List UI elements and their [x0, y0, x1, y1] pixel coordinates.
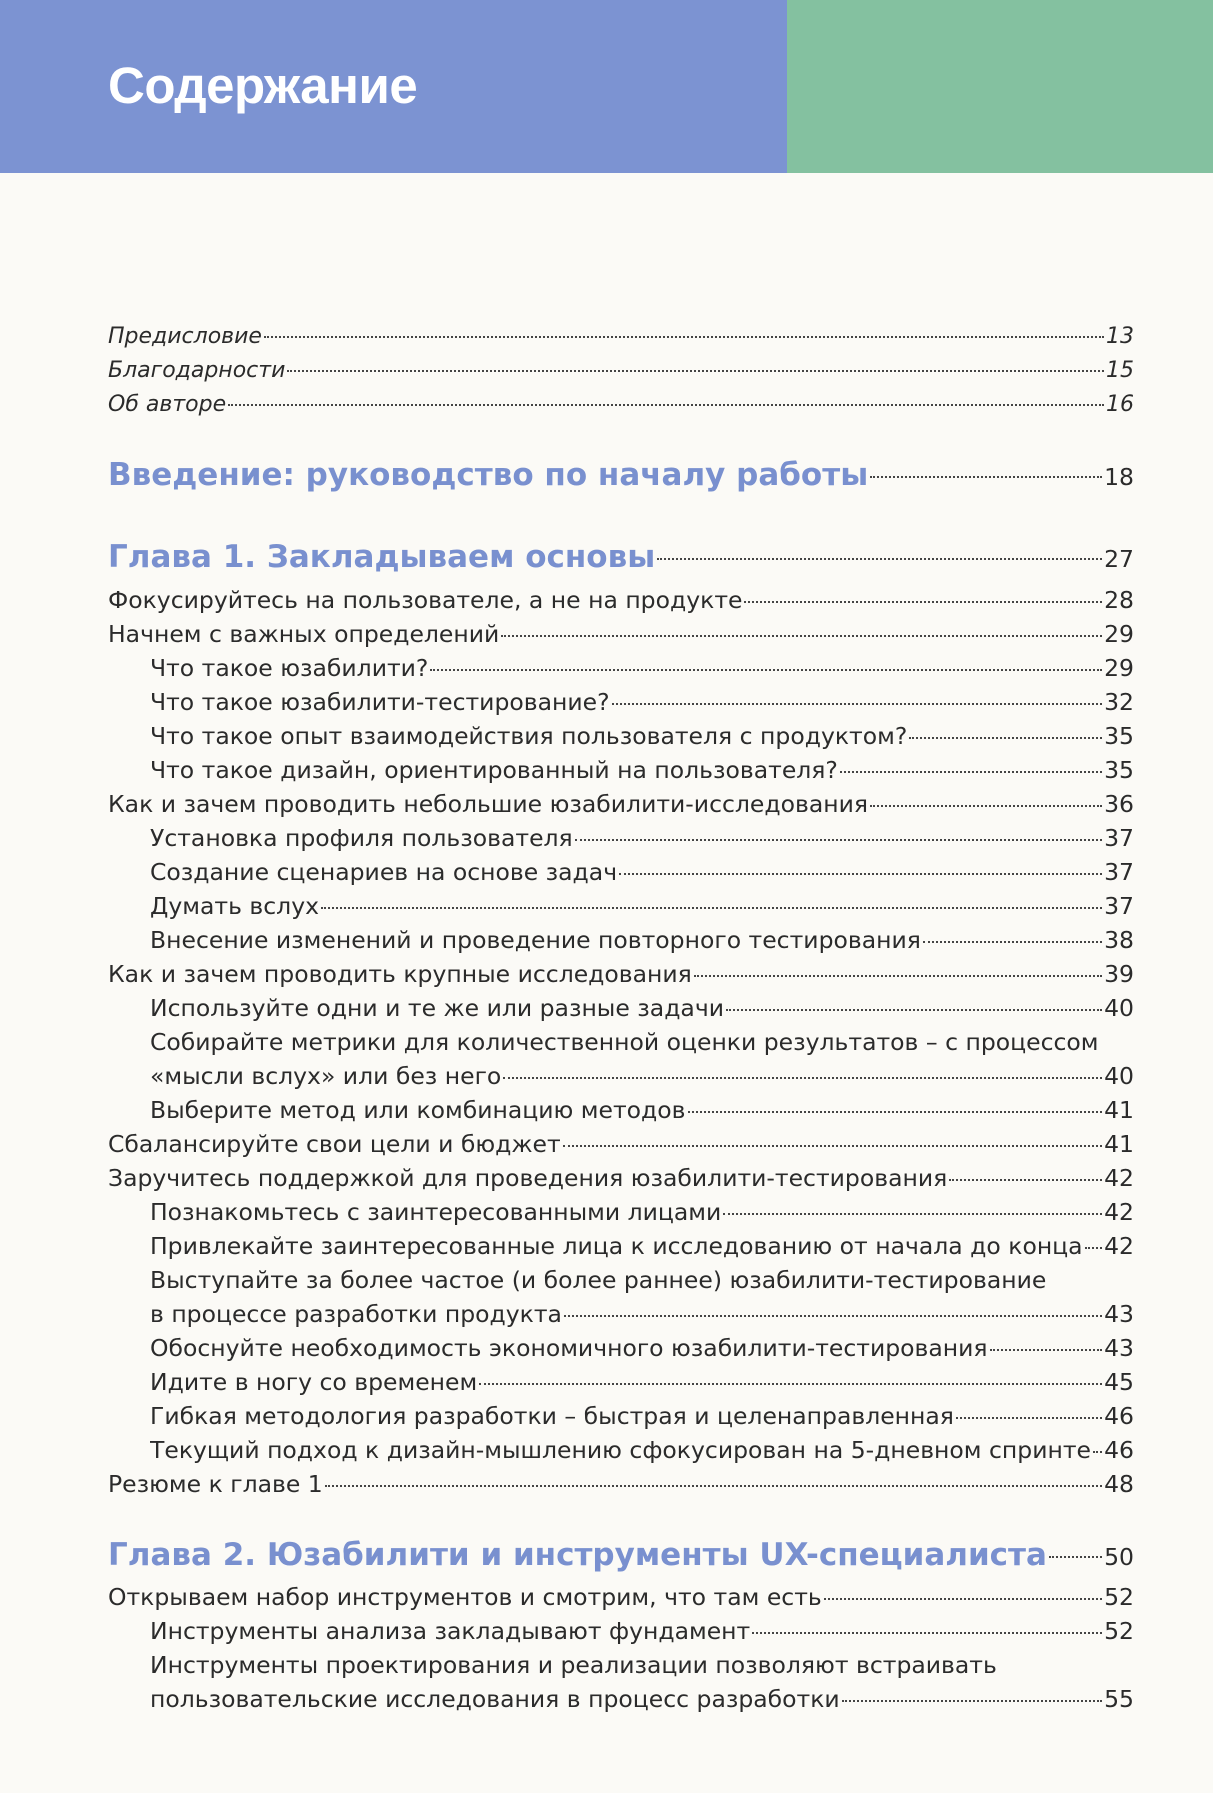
toc-entry-page: 38	[1104, 926, 1134, 954]
dot-leader	[1049, 1556, 1102, 1558]
dot-leader	[563, 1145, 1102, 1147]
toc-entry-label: Что такое юзабилити?	[150, 654, 429, 682]
dot-leader	[723, 1213, 1102, 1215]
toc-entry-page: 43	[1104, 1334, 1134, 1362]
dot-leader	[870, 476, 1102, 478]
toc-entry-label: Как и зачем проводить небольшие юзабилити-исследования	[108, 790, 869, 818]
toc-entry[interactable]	[108, 583, 1134, 617]
toc-entry-label: Что такое опыт взаимодействия пользователя с продуктом?	[150, 722, 908, 750]
toc-entry[interactable]	[108, 1467, 1134, 1501]
toc-entry[interactable]	[108, 1161, 1134, 1195]
dot-leader	[752, 1632, 1102, 1634]
toc-entry-label: Открываем набор инструментов и смотрим, что там есть	[108, 1583, 822, 1611]
toc-entry-page: 32	[1104, 688, 1134, 716]
dot-leader	[575, 839, 1102, 841]
toc-subentry[interactable]	[150, 889, 1134, 923]
toc-subentry[interactable]	[150, 1297, 1134, 1331]
toc-entry-label: Текущий подход к дизайн-мышлению сфокусирован на 5-дневном спринте	[150, 1436, 1091, 1464]
toc-entry[interactable]	[108, 1127, 1134, 1161]
dot-leader	[956, 1417, 1102, 1419]
toc-entry-label: Привлекайте заинтересованные лица к исследованию от начала до конца	[150, 1232, 1083, 1260]
toc-entry-label: Используйте одни и те же или разные задачи	[150, 994, 724, 1022]
toc-entry-label: Начнем с важных определений	[108, 620, 500, 648]
dot-leader	[726, 1009, 1102, 1011]
toc-entry-page: 29	[1104, 620, 1134, 648]
dot-leader	[870, 805, 1102, 807]
toc-entry-page: 42	[1104, 1232, 1134, 1260]
toc-subentry[interactable]	[150, 1399, 1134, 1433]
toc-entry-page: 48	[1104, 1470, 1134, 1498]
toc-entry-label: Гибкая методология разработки – быстрая и целенаправленная	[150, 1402, 954, 1430]
toc-entry-label: Что такое дизайн, ориентированный на пользователя?	[150, 756, 838, 784]
page-title: Содержание	[108, 57, 418, 114]
toc-subentry[interactable]	[150, 821, 1134, 855]
dot-leader	[923, 941, 1102, 943]
toc-entry-label: Сбалансируйте свои цели и бюджет	[108, 1130, 561, 1158]
toc-entry[interactable]	[108, 787, 1134, 821]
dot-leader	[1085, 1247, 1103, 1249]
toc-entry-label: Об авторе	[108, 392, 227, 417]
toc-heading-chapter-1[interactable]	[108, 537, 1134, 579]
toc-entry-page: 40	[1104, 994, 1134, 1022]
toc-entry-label: Благодарности	[108, 358, 286, 383]
toc-subentry-first-line: Инструменты проектирования и реализации позволяют встраивать	[150, 1651, 997, 1679]
toc-heading-introduction[interactable]	[108, 455, 1134, 497]
toc-entry-page: 37	[1104, 858, 1134, 886]
toc-entry-page: 35	[1104, 756, 1134, 784]
dot-leader	[612, 703, 1103, 705]
toc-entry[interactable]	[108, 957, 1134, 991]
dot-leader	[824, 1598, 1102, 1600]
toc-entry-label: Выберите метод или комбинацию методов	[150, 1096, 686, 1124]
toc-entry-label: Предисловие	[108, 324, 262, 349]
toc-entry-page: 42	[1104, 1198, 1134, 1226]
toc-entry-label: Обоснуйте необходимость экономичного юзабилити-тестирования	[150, 1334, 988, 1362]
dot-leader	[949, 1179, 1102, 1181]
toc-heading-page: 18	[1104, 463, 1134, 491]
dot-leader	[325, 1485, 1102, 1487]
dot-leader	[479, 1383, 1102, 1385]
toc-entry-page: 52	[1104, 1617, 1134, 1645]
dot-leader	[264, 336, 1104, 338]
toc-subentry[interactable]	[150, 651, 1134, 685]
dot-leader	[287, 370, 1104, 372]
toc-entry-label: Фокусируйтесь на пользователе, а не на продукте	[108, 586, 743, 614]
toc-entry-page: 16	[1106, 392, 1134, 417]
toc-entry-page: 36	[1104, 790, 1134, 818]
toc-entry-page: 29	[1104, 654, 1134, 682]
toc-heading-label: Введение: руководство по началу работы	[108, 457, 869, 493]
toc-heading-chapter-2[interactable]	[108, 1535, 1134, 1577]
dot-leader	[840, 771, 1102, 773]
toc-entry-page: 46	[1104, 1402, 1134, 1430]
dot-leader	[909, 737, 1102, 739]
toc-subentry[interactable]	[150, 923, 1134, 957]
toc-entry-page: 28	[1104, 586, 1134, 614]
dot-leader	[657, 558, 1102, 560]
dot-leader	[842, 1700, 1102, 1702]
toc-subentry[interactable]	[150, 1331, 1134, 1365]
dot-leader	[564, 1315, 1102, 1317]
toc-entry-page: 46	[1104, 1436, 1134, 1464]
toc-subentry[interactable]	[150, 1365, 1134, 1399]
toc-heading-label: Глава 1. Закладываем основы	[108, 539, 656, 575]
dot-leader	[694, 975, 1102, 977]
toc-entry-page: 15	[1106, 358, 1134, 383]
toc-entry-label: Создание сценариев на основе задач	[150, 858, 618, 886]
dot-leader	[1093, 1451, 1102, 1453]
toc-entry[interactable]	[108, 1580, 1134, 1614]
toc-entry-page: 43	[1104, 1300, 1134, 1328]
toc-subentry[interactable]	[150, 991, 1134, 1025]
toc-entry-label: Резюме к главе 1	[108, 1470, 323, 1498]
toc-subentry[interactable]	[150, 1229, 1134, 1263]
toc-entry-acknowledgments[interactable]	[108, 354, 1134, 388]
dot-leader	[990, 1349, 1103, 1351]
toc-entry-label: Как и зачем проводить крупные исследования	[108, 960, 692, 988]
dot-leader	[744, 601, 1102, 603]
toc-entry-label: «мысли вслух» или без него	[150, 1062, 502, 1090]
toc-entry-page: 35	[1104, 722, 1134, 750]
toc-entry-page: 42	[1104, 1164, 1134, 1192]
toc-entry-page: 41	[1104, 1130, 1134, 1158]
toc-entry-label: Внесение изменений и проведение повторного тестирования	[150, 926, 921, 954]
toc-entry-page: 13	[1106, 324, 1134, 349]
toc-entry-label: Познакомьтесь с заинтересованными лицами	[150, 1198, 722, 1226]
toc-entry-label: Идите в ногу со временем	[150, 1368, 478, 1396]
toc-entry-page: 52	[1104, 1583, 1134, 1611]
toc-entry-label: Установка профиля пользователя	[150, 824, 573, 852]
dot-leader	[228, 404, 1104, 406]
toc-entry-page: 40	[1104, 1062, 1134, 1090]
toc-subentry[interactable]	[150, 1614, 1134, 1648]
toc-heading-page: 27	[1104, 545, 1134, 573]
toc-entry-page: 37	[1104, 892, 1134, 920]
toc-subentry[interactable]	[150, 855, 1134, 889]
dot-leader	[503, 1077, 1102, 1079]
toc-subentry[interactable]	[150, 1059, 1134, 1093]
toc-entry-page: 45	[1104, 1368, 1134, 1396]
toc-subentry[interactable]	[150, 1195, 1134, 1229]
dot-leader	[619, 873, 1102, 875]
toc-entry-about-author[interactable]	[108, 388, 1134, 422]
toc-entry-page: 39	[1104, 960, 1134, 988]
toc-entry-label: Думать вслух	[150, 892, 320, 920]
toc-heading-label: Глава 2. Юзабилити и инструменты UX-специалиста	[108, 1537, 1047, 1573]
toc-subentry-first-line: Выступайте за более частое (и более раннее) юзабилити-тестирование	[150, 1266, 1047, 1294]
dot-leader	[430, 669, 1102, 671]
dot-leader	[688, 1111, 1103, 1113]
toc-entry-label: Что такое юзабилити-тестирование?	[150, 688, 610, 716]
toc-entry[interactable]	[108, 617, 1134, 651]
toc-subentry[interactable]	[150, 719, 1134, 753]
toc-entry-preface[interactable]	[108, 320, 1134, 354]
toc-entry-label: в процессе разработки продукта	[150, 1300, 562, 1328]
dot-leader	[321, 907, 1102, 909]
toc-heading-page: 50	[1104, 1543, 1134, 1571]
toc-entry-label: пользовательские исследования в процесс разработки	[150, 1685, 840, 1713]
toc-subentry[interactable]	[150, 685, 1134, 719]
toc-entry-page: 37	[1104, 824, 1134, 852]
toc-entry-label: Инструменты анализа закладывают фундамент	[150, 1617, 751, 1645]
dot-leader	[501, 635, 1102, 637]
toc-subentry-first-line: Собирайте метрики для количественной оценки результатов – с процессом	[150, 1028, 1099, 1056]
toc-entry-label: Заручитесь поддержкой для проведения юзабилити-тестирования	[108, 1164, 948, 1192]
toc-entry-page: 41	[1104, 1096, 1134, 1124]
toc-subentry[interactable]	[150, 1433, 1134, 1467]
toc-subentry[interactable]	[150, 1682, 1134, 1716]
toc-subentry[interactable]	[150, 753, 1134, 787]
toc-subentry[interactable]	[150, 1093, 1134, 1127]
toc-entry-page: 55	[1104, 1685, 1134, 1713]
